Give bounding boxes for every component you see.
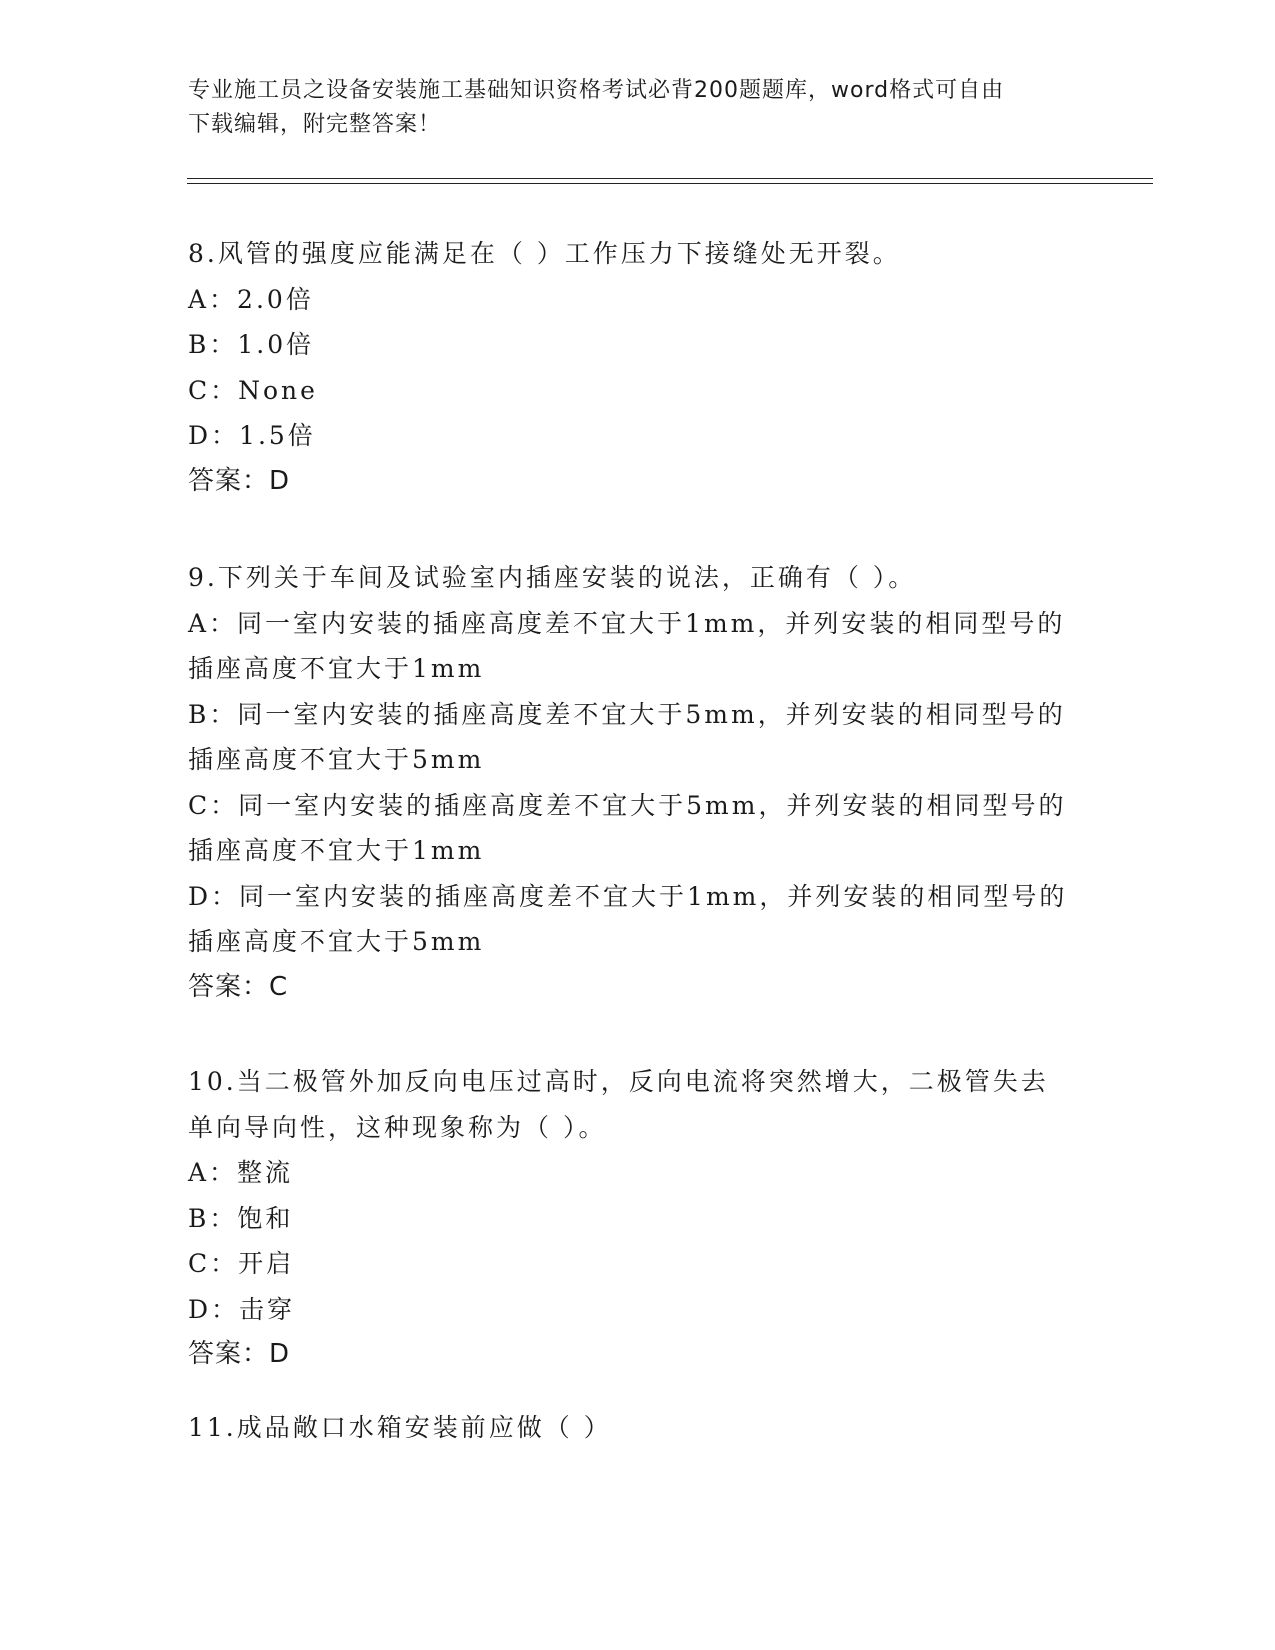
option-c-line-1: C：同一室内安装的插座高度差不宜大于5mm，并列安装的相同型号的 — [188, 790, 1067, 820]
question-11 — [188, 1405, 1088, 1451]
question-stem-line-2: 单向导向性，这种现象称为（ ）。 — [188, 1112, 607, 1142]
option-b-line-2: 插座高度不宜大于5mm — [188, 745, 485, 774]
option-c: C：开启 — [188, 1249, 295, 1278]
option-c-line-2: 插座高度不宜大于1mm — [188, 836, 485, 865]
option-d-line-1: D：同一室内安装的插座高度差不宜大于1mm，并列安装的相同型号的 — [188, 881, 1068, 911]
answer: 答案：C — [188, 971, 289, 1002]
option-d-line-2: 插座高度不宜大于5mm — [188, 927, 485, 956]
header-divider-top — [187, 178, 1153, 179]
option-c: C：None — [188, 375, 318, 405]
question-stem: 8.风管的强度应能满足在（ ）工作压力下接缝处无开裂。 — [188, 239, 901, 268]
option-d: D：击穿 — [188, 1294, 296, 1324]
option-b-line-1: B：同一室内安装的插座高度差不宜大于5mm，并列安装的相同型号的 — [188, 699, 1066, 729]
option-a-line-1: A：同一室内安装的插座高度差不宜大于1mm，并列安装的相同型号的 — [188, 608, 1066, 638]
option-b: B：饱和 — [188, 1203, 294, 1233]
header-line-2: 下载编辑，附完整答案！ — [188, 112, 442, 137]
question-10 — [188, 1059, 1088, 1378]
header-line-1: 专业施工员之设备安装施工基础知识资格考试必背200题题库，word格式可自由 — [188, 78, 1005, 103]
answer: 答案：D — [188, 465, 291, 496]
document-header — [188, 74, 1068, 142]
option-a: A：整流 — [188, 1158, 294, 1187]
header-divider-bottom — [187, 183, 1153, 184]
option-a-line-2: 插座高度不宜大于1mm — [188, 654, 485, 683]
option-d: D：1.5倍 — [188, 421, 316, 450]
answer: 答案：D — [188, 1339, 291, 1369]
question-8 — [188, 231, 1088, 504]
question-9 — [188, 555, 1088, 1010]
question-stem: 9.下列关于车间及试验室内插座安装的说法，正确有（ ）。 — [188, 563, 917, 592]
option-b: B：1.0倍 — [188, 330, 315, 359]
option-a: A：2.0倍 — [188, 284, 314, 314]
question-stem: 11.成品敞口水箱安装前应做（ ） — [188, 1413, 612, 1442]
question-stem-line-1: 10.当二极管外加反向电压过高时，反向电流将突然增大，二极管失去 — [188, 1067, 1049, 1096]
